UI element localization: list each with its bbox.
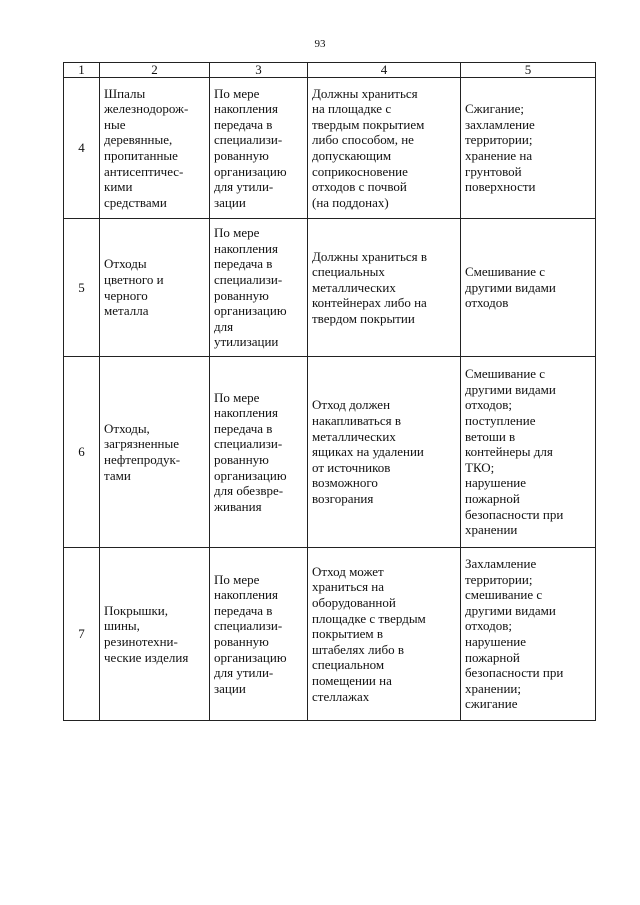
violations-cell: Смешивание с другими видами отходов; поступление ветоши в контейнеры для ТКО; нарушение пожарной безопасности при хранении <box>461 357 596 548</box>
row-number-cell: 4 <box>64 78 100 219</box>
table-row <box>64 357 596 548</box>
table-row <box>64 219 596 357</box>
violations-cell: Захламление территории; смешивание с другими видами отходов; нарушение пожарной безопасности при хранении; сжигание <box>461 548 596 721</box>
waste-type-cell: Отходы цветного и черного металла <box>100 219 210 357</box>
header-cell: 3 <box>210 63 308 78</box>
header-cell: 4 <box>308 63 461 78</box>
waste-type-cell: Покрышки, шины, резинотехни- ческие изделия <box>100 548 210 721</box>
violations-cell: Сжигание; захламление территории; хранение на грунтовой поверхности <box>461 78 596 219</box>
waste-type-cell: Шпалы железнодорож- ные деревянные, пропитанные антисептичес- кими средствами <box>100 78 210 219</box>
page-number: 93 <box>314 38 326 50</box>
storage-conditions-cell: Должны храниться в специальных металлических контейнерах либо на твердом покрытии <box>308 219 461 357</box>
table-header-row <box>64 63 596 78</box>
storage-conditions-cell: Должны храниться на площадке с твердым покрытием либо способом, не допускающим соприкосновение отходов с почвой (на поддонах) <box>308 78 461 219</box>
row-number-cell: 6 <box>64 357 100 548</box>
table-row <box>64 548 596 721</box>
header-cell: 2 <box>100 63 210 78</box>
header-cell: 1 <box>64 63 100 78</box>
waste-type-cell: Отходы, загрязненные нефтепродук- тами <box>100 357 210 548</box>
frequency-cell: По мере накопления передача в специализи- рованную организацию для обезвре- живания <box>210 357 308 548</box>
violations-cell: Смешивание с другими видами отходов <box>461 219 596 357</box>
storage-conditions-cell: Отход должен накапливаться в металлических ящиках на удалении от источников возможного возгорания <box>308 357 461 548</box>
storage-conditions-cell: Отход может храниться на оборудованной площадке с твердым покрытием в штабелях либо в специальном помещении на стеллажах <box>308 548 461 721</box>
frequency-cell: По мере накопления передача в специализи- рованную организацию для утили- зации <box>210 78 308 219</box>
frequency-cell: По мере накопления передача в специализи- рованную организацию для утили- зации <box>210 548 308 721</box>
table-row <box>64 78 596 219</box>
frequency-cell: По мере накопления передача в специализи- рованную организацию для утилизации <box>210 219 308 357</box>
header-cell: 5 <box>461 63 596 78</box>
waste-storage-table <box>63 62 596 721</box>
row-number-cell: 5 <box>64 219 100 357</box>
row-number-cell: 7 <box>64 548 100 721</box>
